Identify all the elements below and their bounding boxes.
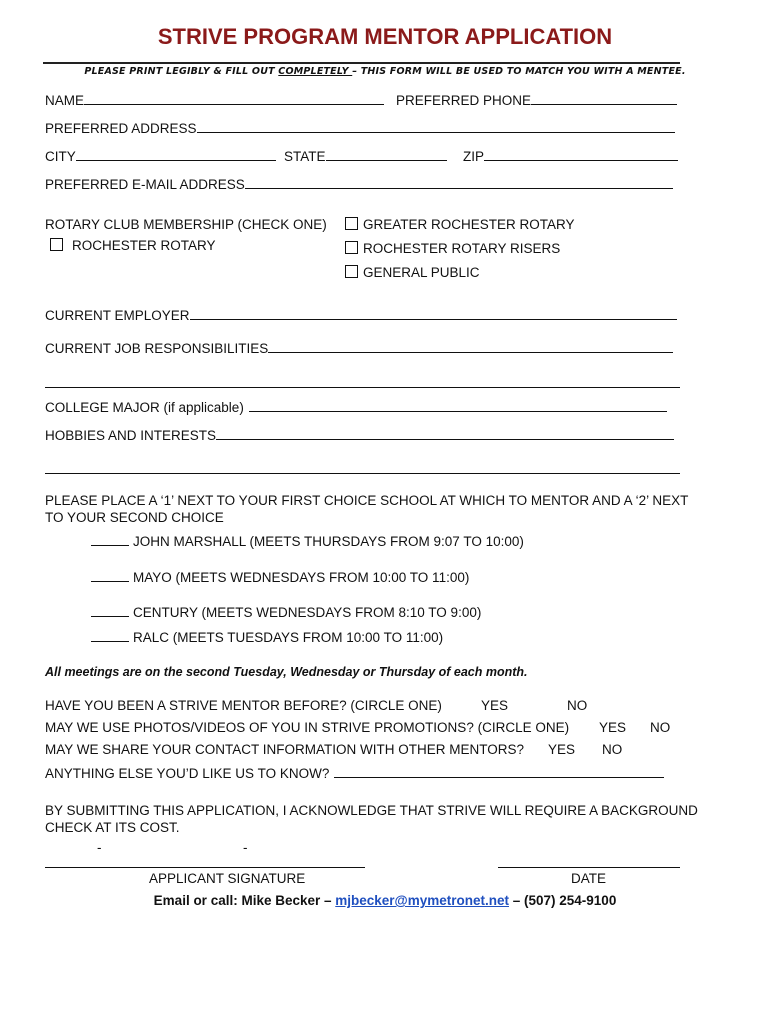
phone-input-line[interactable] [531,92,677,105]
employer-field[interactable] [45,307,677,323]
city-input-line[interactable] [76,148,276,161]
contact-prefix: Email or call: Mike Becker – [153,893,336,908]
college-major-field[interactable] [45,399,667,415]
instructions-emphasis: COMPLETELY [278,66,353,77]
membership-option-rochester[interactable] [50,238,216,253]
zip-label: ZIP [463,149,485,164]
zip-input-line[interactable] [484,148,678,161]
school-label: MAYO (MEETS WEDNESDAYS FROM 10:00 TO 11:00) [133,570,470,585]
title-divider [43,62,680,64]
acknowledgement-continued: CHECK AT ITS COST. [45,820,180,835]
option-label: ROCHESTER ROTARY RISERS [363,241,561,256]
answer-no[interactable]: NO [567,698,588,713]
responsibilities-input-line[interactable] [268,340,673,353]
answer-no[interactable]: NO [650,720,671,735]
date-label: DATE [571,871,607,886]
contact-info [0,893,770,908]
option-label: GENERAL PUBLIC [363,265,480,280]
page-title: STRIVE PROGRAM MENTOR APPLICATION [157,24,613,49]
question-photos: MAY WE USE PHOTOS/VIDEOS OF YOU IN STRIVE PROMOTIONS? (CIRCLE ONE) [45,720,570,735]
instructions-pre: PLEASE PRINT LEGIBLY & FILL OUT [84,66,279,77]
school-option-century[interactable] [91,604,481,620]
hobbies-field[interactable] [45,427,674,443]
date-line[interactable] [498,867,680,868]
name-label: NAME [45,93,85,108]
responsibilities-label: CURRENT JOB RESPONSIBILITIES [45,341,269,356]
name-field[interactable] [45,92,384,108]
school-label: JOHN MARSHALL (MEETS THURSDAYS FROM 9:07 TO 10:00) [133,534,524,549]
instructions-post: – THIS FORM WILL BE USED TO MATCH YOU WITH A MENTEE. [352,66,686,77]
contact-phone: – (507) 254-9100 [509,893,617,908]
school-option-ralc[interactable] [91,629,443,645]
answer-yes[interactable]: YES [599,720,627,735]
answer-no[interactable]: NO [602,742,623,757]
responsibilities-field[interactable] [45,340,673,356]
question-share-contact: MAY WE SHARE YOUR CONTACT INFORMATION WITH OTHER MENTORS? [45,742,525,757]
signature-dash: - [97,840,102,855]
rank-blank[interactable] [91,533,129,546]
rank-blank[interactable] [91,629,129,642]
employer-input-line[interactable] [190,307,677,320]
option-label: GREATER ROCHESTER ROTARY [363,217,575,232]
option-label: ROCHESTER ROTARY [72,238,216,253]
membership-option-greater-rochester[interactable] [345,217,575,232]
zip-field[interactable] [463,148,678,164]
checkbox-icon[interactable] [345,265,358,278]
address-field[interactable] [45,120,675,136]
membership-option-general-public[interactable] [345,265,480,280]
school-option-john-marshall[interactable] [91,533,524,549]
employer-label: CURRENT EMPLOYER [45,308,190,323]
school-choice-prompt-continued: TO YOUR SECOND CHOICE [45,510,224,525]
checkbox-icon[interactable] [345,217,358,230]
question-previous-mentor: HAVE YOU BEEN A STRIVE MENTOR BEFORE? (CIRCLE ONE) [45,698,442,713]
membership-option-risers[interactable] [345,241,560,256]
responsibilities-extra-line[interactable] [45,387,680,388]
email-field[interactable] [45,176,673,192]
anything-else-field[interactable] [45,765,664,781]
form-instructions [0,66,770,77]
contact-email-link[interactable]: mjbecker@mymetronet.net [335,893,509,908]
school-label: CENTURY (MEETS WEDNESDAYS FROM 8:10 TO 9:00) [133,605,482,620]
city-label: CITY [45,149,76,164]
state-label: STATE [284,149,326,164]
checkbox-icon[interactable] [50,238,63,251]
state-field[interactable] [284,148,447,164]
rank-blank[interactable] [91,604,129,617]
anything-else-input-line[interactable] [334,765,664,778]
school-label: RALC (MEETS TUESDAYS FROM 10:00 TO 11:00) [133,630,444,645]
anything-else-label: ANYTHING ELSE YOU’D LIKE US TO KNOW? [45,766,330,781]
answer-yes[interactable]: YES [548,742,576,757]
school-option-mayo[interactable] [91,569,469,585]
acknowledgement: BY SUBMITTING THIS APPLICATION, I ACKNOWLEDGE THAT STRIVE WILL REQUIRE A BACKGROUND [45,803,698,818]
membership-label: ROTARY CLUB MEMBERSHIP (CHECK ONE) [45,217,327,232]
signature-label: APPLICANT SIGNATURE [149,871,306,886]
signature-line[interactable] [45,867,365,868]
address-input-line[interactable] [197,120,675,133]
college-major-label: COLLEGE MAJOR (if applicable) [45,400,244,415]
address-label: PREFERRED ADDRESS [45,121,197,136]
email-input-line[interactable] [245,176,673,189]
meetings-note: All meetings are on the second Tuesday, Wednesday or Thursday of each month. [45,665,528,679]
hobbies-input-line[interactable] [216,427,674,440]
phone-label: PREFERRED PHONE [396,93,532,108]
rank-blank[interactable] [91,569,129,582]
hobbies-extra-line[interactable] [45,473,680,474]
college-major-input-line[interactable] [249,399,667,412]
checkbox-icon[interactable] [345,241,358,254]
name-input-line[interactable] [84,92,384,105]
answer-yes[interactable]: YES [481,698,509,713]
state-input-line[interactable] [326,148,447,161]
signature-dash: - [243,840,248,855]
hobbies-label: HOBBIES AND INTERESTS [45,428,217,443]
school-choice-prompt: PLEASE PLACE A ‘1’ NEXT TO YOUR FIRST CHOICE SCHOOL AT WHICH TO MENTOR AND A ‘2’ NEXT [45,493,689,508]
city-field[interactable] [45,148,276,164]
email-label: PREFERRED E-MAIL ADDRESS [45,177,245,192]
phone-field[interactable] [396,92,677,108]
